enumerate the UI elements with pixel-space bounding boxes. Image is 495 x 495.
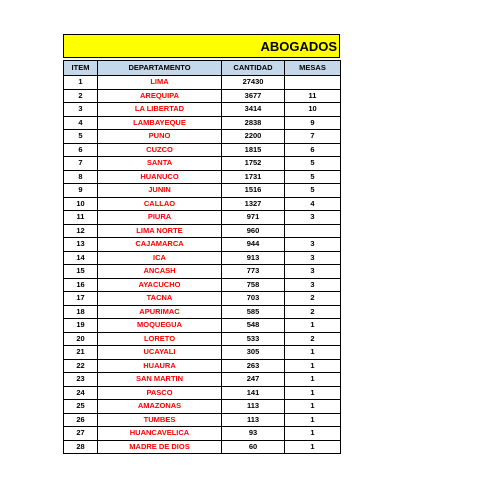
item-cell: 28 [64,440,98,454]
item-cell: 1 [64,76,98,90]
mesas-cell: 3 [285,238,341,252]
table-row [64,76,341,90]
mesas-cell [285,76,341,90]
mesas-cell: 1 [285,346,341,360]
departamento-cell: MADRE DE DIOS [98,440,222,454]
mesas-cell: 1 [285,319,341,333]
departamento-cell: SANTA [98,157,222,171]
mesas-cell: 10 [285,103,341,117]
item-cell: 24 [64,386,98,400]
cantidad-cell: 913 [222,251,285,265]
cantidad-cell: 773 [222,265,285,279]
departamento-cell: PUNO [98,130,222,144]
cantidad-cell: 263 [222,359,285,373]
departamento-cell: MOQUEGUA [98,319,222,333]
cantidad-cell: 758 [222,278,285,292]
cantidad-cell: 2200 [222,130,285,144]
cantidad-cell: 1731 [222,170,285,184]
mesas-cell: 6 [285,143,341,157]
departamento-cell: CUZCO [98,143,222,157]
departamento-cell: TUMBES [98,413,222,427]
cantidad-cell: 944 [222,238,285,252]
item-cell: 23 [64,373,98,387]
mesas-cell: 2 [285,332,341,346]
cantidad-cell: 585 [222,305,285,319]
cantidad-cell: 113 [222,400,285,414]
mesas-cell [285,224,341,238]
item-cell: 21 [64,346,98,360]
departamento-cell: LIMA [98,76,222,90]
mesas-cell: 4 [285,197,341,211]
mesas-cell: 11 [285,89,341,103]
cantidad-cell: 3677 [222,89,285,103]
cantidad-cell: 3414 [222,103,285,117]
departamento-cell: HUAURA [98,359,222,373]
departamento-cell: JUNIN [98,184,222,198]
mesas-cell: 3 [285,278,341,292]
mesas-cell: 1 [285,386,341,400]
mesas-cell: 9 [285,116,341,130]
table-row [64,89,341,103]
item-cell: 27 [64,427,98,441]
item-cell: 10 [64,197,98,211]
item-cell: 9 [64,184,98,198]
departamento-cell: PASCO [98,386,222,400]
mesas-cell: 5 [285,170,341,184]
table-row [64,184,341,198]
table-row [64,319,341,333]
table-row [64,413,341,427]
table-row [64,265,341,279]
table-row [64,305,341,319]
departamento-cell: HUANCAVELICA [98,427,222,441]
cantidad-cell: 247 [222,373,285,387]
table-row [64,211,341,225]
item-cell: 14 [64,251,98,265]
cantidad-cell: 971 [222,211,285,225]
item-cell: 7 [64,157,98,171]
mesas-cell: 2 [285,305,341,319]
mesas-cell: 3 [285,211,341,225]
mesas-cell: 1 [285,413,341,427]
table-row [64,386,341,400]
mesas-cell: 5 [285,157,341,171]
item-cell: 6 [64,143,98,157]
table-row [64,157,341,171]
mesas-cell: 7 [285,130,341,144]
cantidad-cell: 305 [222,346,285,360]
cantidad-cell: 533 [222,332,285,346]
item-cell: 8 [64,170,98,184]
table-row [64,103,341,117]
page-title: ABOGADOS [260,38,337,54]
cantidad-cell: 93 [222,427,285,441]
table-row [64,332,341,346]
cantidad-cell: 703 [222,292,285,306]
table-body [64,76,341,454]
item-cell: 13 [64,238,98,252]
departamento-cell: UCAYALI [98,346,222,360]
departamento-cell: LA LIBERTAD [98,103,222,117]
departamento-cell: AREQUIPA [98,89,222,103]
item-cell: 17 [64,292,98,306]
item-cell: 20 [64,332,98,346]
item-cell: 4 [64,116,98,130]
table-row [64,238,341,252]
cantidad-cell: 548 [222,319,285,333]
mesas-cell: 1 [285,373,341,387]
departamento-cell: CAJAMARCA [98,238,222,252]
item-cell: 19 [64,319,98,333]
departamento-cell: HUANUCO [98,170,222,184]
table-row [64,170,341,184]
item-cell: 5 [64,130,98,144]
cantidad-cell: 27430 [222,76,285,90]
table-row [64,373,341,387]
item-cell: 11 [64,211,98,225]
table-row [64,292,341,306]
cantidad-cell: 141 [222,386,285,400]
departamento-cell: LAMBAYEQUE [98,116,222,130]
table-row [64,197,341,211]
item-cell: 2 [64,89,98,103]
departamento-cell: ANCASH [98,265,222,279]
table-row [64,440,341,454]
mesas-cell: 1 [285,359,341,373]
departamento-cell: LIMA NORTE [98,224,222,238]
departamento-cell: CALLAO [98,197,222,211]
mesas-cell: 3 [285,265,341,279]
cantidad-cell: 1752 [222,157,285,171]
mesas-cell: 1 [285,427,341,441]
cantidad-cell: 960 [222,224,285,238]
col-header-departamento: DEPARTAMENTO [98,61,222,76]
mesas-cell: 1 [285,400,341,414]
col-header-mesas: MESAS [285,61,341,76]
cantidad-cell: 2838 [222,116,285,130]
mesas-cell: 2 [285,292,341,306]
table-row [64,116,341,130]
departments-table [63,60,341,454]
table-row [64,427,341,441]
col-header-item: ITEM [64,61,98,76]
table-row [64,251,341,265]
item-cell: 26 [64,413,98,427]
table-row [64,278,341,292]
table-row [64,346,341,360]
cantidad-cell: 113 [222,413,285,427]
mesas-cell: 3 [285,251,341,265]
table-row [64,359,341,373]
title-banner [63,34,340,58]
table-row [64,130,341,144]
item-cell: 16 [64,278,98,292]
item-cell: 22 [64,359,98,373]
item-cell: 3 [64,103,98,117]
cantidad-cell: 1516 [222,184,285,198]
header-row [64,61,341,76]
departamento-cell: PIURA [98,211,222,225]
item-cell: 18 [64,305,98,319]
departamento-cell: TACNA [98,292,222,306]
mesas-cell: 1 [285,440,341,454]
col-header-cantidad: CANTIDAD [222,61,285,76]
cantidad-cell: 60 [222,440,285,454]
departamento-cell: SAN MARTIN [98,373,222,387]
departamento-cell: AYACUCHO [98,278,222,292]
departamento-cell: ICA [98,251,222,265]
cantidad-cell: 1815 [222,143,285,157]
departamento-cell: AMAZONAS [98,400,222,414]
table-row [64,224,341,238]
mesas-cell: 5 [285,184,341,198]
departamento-cell: APURIMAC [98,305,222,319]
item-cell: 15 [64,265,98,279]
cantidad-cell: 1327 [222,197,285,211]
table-row [64,143,341,157]
table-row [64,400,341,414]
item-cell: 25 [64,400,98,414]
departamento-cell: LORETO [98,332,222,346]
item-cell: 12 [64,224,98,238]
